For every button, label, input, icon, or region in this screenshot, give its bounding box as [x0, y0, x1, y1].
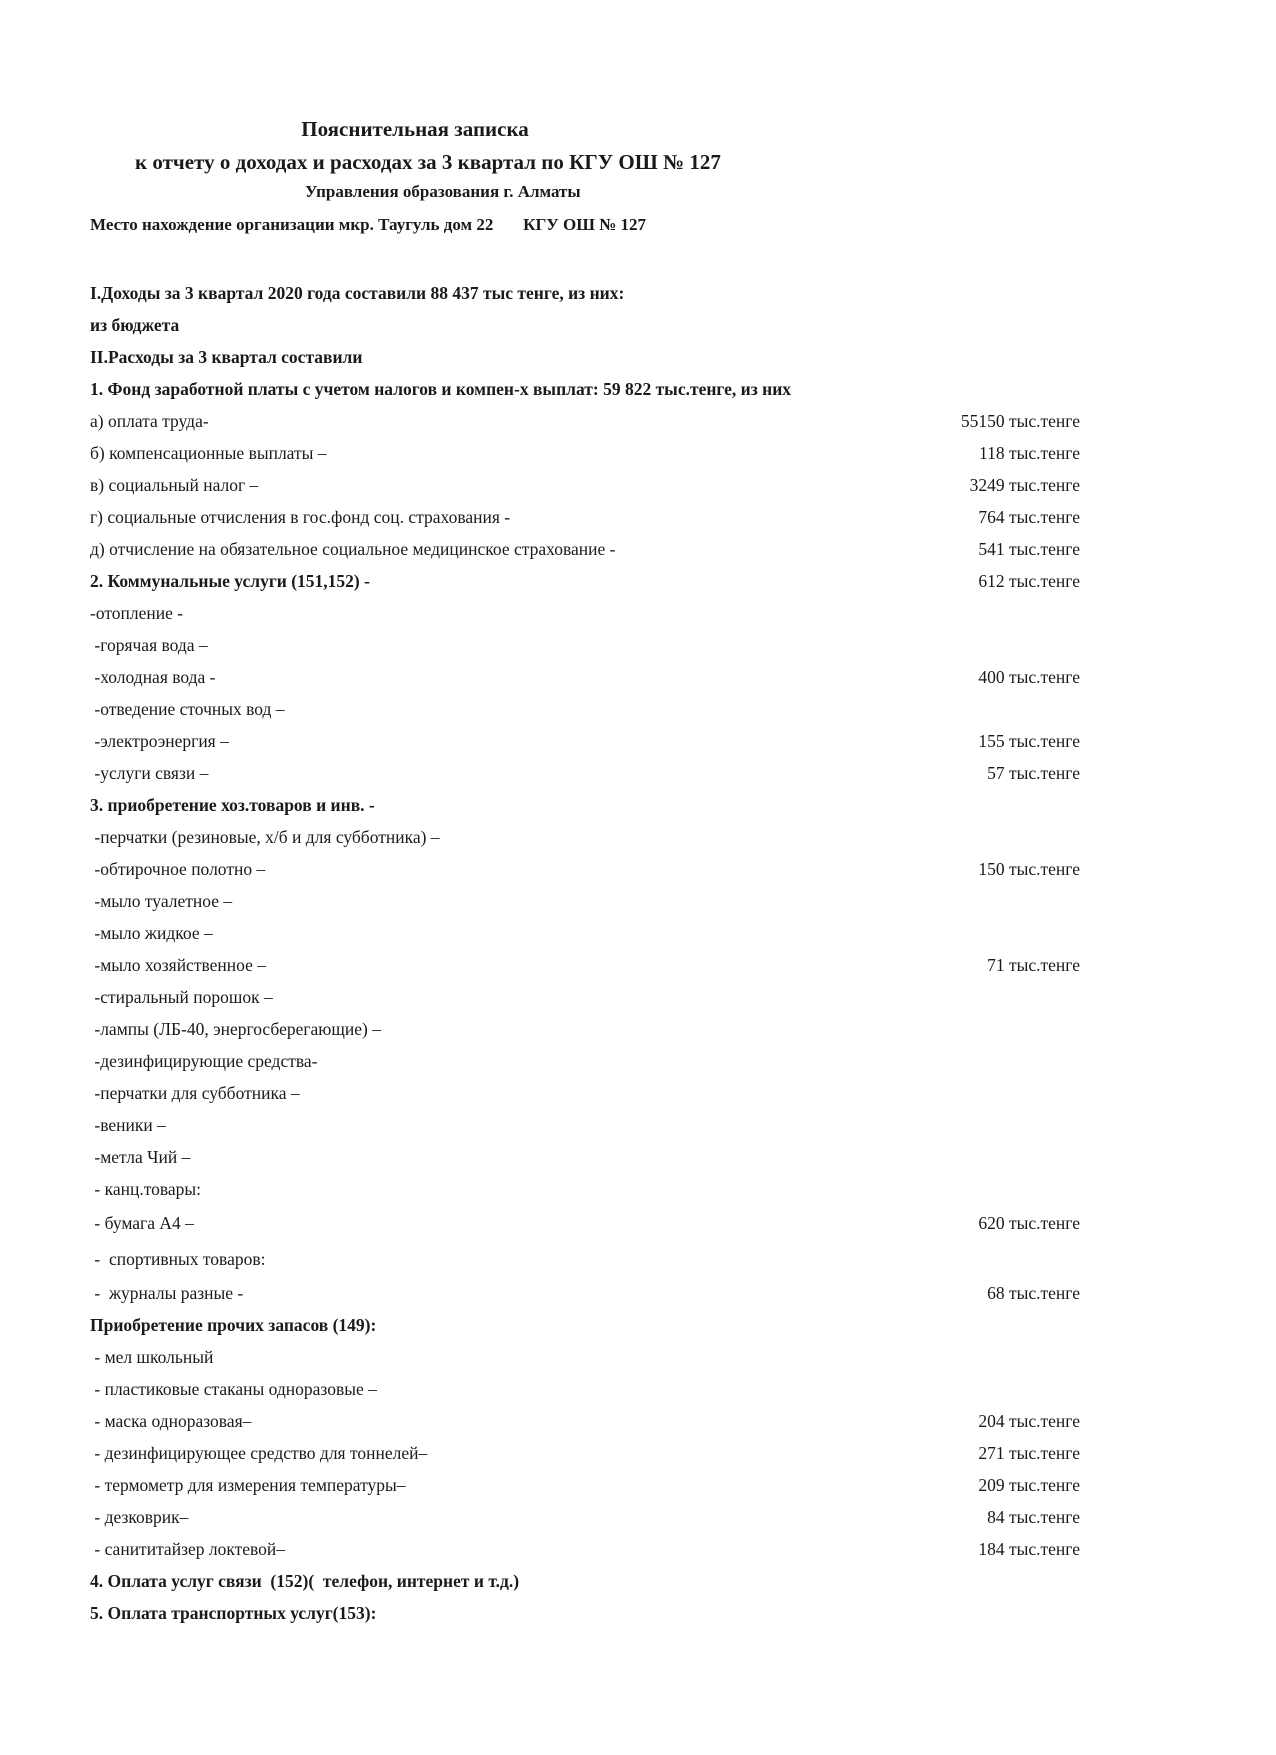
line-amount: 155 тыс.тенге — [978, 731, 1080, 751]
report-line — [90, 821, 1080, 853]
line-label: 2. Коммунальные услуги (151,152) - — [90, 571, 370, 591]
line-amount: 71 тыс.тенге — [987, 955, 1080, 975]
line-label: в) социальный налог – — [90, 475, 259, 495]
report-line — [90, 949, 1080, 981]
line-label: - пластиковые стаканы одноразовые – — [90, 1379, 377, 1399]
line-label: -веники – — [90, 1115, 166, 1135]
report-line — [90, 1309, 1080, 1341]
report-line — [90, 1277, 1080, 1309]
line-label: -мыло туалетное – — [90, 891, 233, 911]
line-amount: 209 тыс.тенге — [978, 1475, 1080, 1495]
line-label: -перчатки для субботника – — [90, 1083, 300, 1103]
report-line — [90, 1469, 1080, 1501]
report-line — [90, 437, 1080, 469]
line-label: I.Доходы за 3 квартал 2020 года составили 88 437 тыс тенге, из них: — [90, 283, 625, 303]
report-line — [90, 1109, 1080, 1141]
report-line — [90, 1241, 1080, 1277]
report-line — [90, 789, 1080, 821]
line-label: -услуги связи – — [90, 763, 209, 783]
report-line — [90, 469, 1080, 501]
line-label: -перчатки (резиновые, х/б и для субботника) – — [90, 827, 440, 847]
report-line — [90, 533, 1080, 565]
line-label: Приобретение прочих запасов (149): — [90, 1315, 377, 1335]
line-amount: 271 тыс.тенге — [978, 1443, 1080, 1463]
report-line — [90, 1533, 1080, 1565]
line-label: -мыло хозяйственное – — [90, 955, 266, 975]
line-label: -отведение сточных вод – — [90, 699, 285, 719]
report-line — [90, 501, 1080, 533]
document-title: Пояснительная записка — [301, 117, 529, 141]
department-line: Управления образования г. Алматы — [305, 182, 581, 201]
report-body — [90, 277, 1080, 1629]
line-label: из бюджета — [90, 315, 180, 335]
line-amount: 184 тыс.тенге — [978, 1539, 1080, 1559]
line-label: 4. Оплата услуг связи (152)( телефон, интернет и т.д.) — [90, 1571, 520, 1591]
report-line — [90, 885, 1080, 917]
report-line — [90, 1341, 1080, 1373]
line-label: -мыло жидкое – — [90, 923, 213, 943]
line-amount: 118 тыс.тенге — [978, 443, 1080, 463]
line-amount: 84 тыс.тенге — [987, 1507, 1080, 1527]
report-line — [90, 661, 1080, 693]
line-label: - бумага А4 – — [90, 1213, 194, 1233]
report-line — [90, 917, 1080, 949]
report-line — [90, 1141, 1080, 1173]
report-line — [90, 309, 1080, 341]
line-label: - спортивных товаров: — [90, 1249, 266, 1269]
report-line — [90, 1205, 1080, 1241]
report-line — [90, 1597, 1080, 1629]
report-line — [90, 1405, 1080, 1437]
report-line — [90, 405, 1080, 437]
report-line — [90, 1501, 1080, 1533]
line-label: -горячая вода – — [90, 635, 208, 655]
line-label: -обтирочное полотно – — [90, 859, 266, 879]
line-label: -отопление - — [90, 603, 184, 623]
report-line — [90, 981, 1080, 1013]
report-line — [90, 693, 1080, 725]
line-amount: 612 тыс.тенге — [978, 571, 1080, 591]
line-label: 1. Фонд заработной платы с учетом налогов и компен-х выплат: 59 822 тыс.тенге, из них — [90, 379, 792, 399]
line-amount: 150 тыс.тенге — [978, 859, 1080, 879]
line-amount: 541 тыс.тенге — [978, 539, 1080, 559]
line-amount: 3249 тыс.тенге — [969, 475, 1080, 495]
report-line — [90, 277, 1080, 309]
line-label: д) отчисление на обязательное социальное медицинское страхование - — [90, 539, 616, 559]
report-line — [90, 1077, 1080, 1109]
line-amount: 204 тыс.тенге — [978, 1411, 1080, 1431]
line-amount: 55150 тыс.тенге — [960, 411, 1080, 431]
report-line — [90, 1373, 1080, 1405]
report-line — [90, 1013, 1080, 1045]
line-amount: 620 тыс.тенге — [978, 1213, 1080, 1233]
line-label: - санититайзер локтевой– — [90, 1539, 286, 1559]
line-amount: 764 тыс.тенге — [978, 507, 1080, 527]
report-line — [90, 565, 1080, 597]
line-label: - дезковрик– — [90, 1507, 189, 1527]
line-label: -электроэнергия – — [90, 731, 229, 751]
line-label: - мел школьный — [90, 1347, 214, 1367]
line-label: - маска одноразовая– — [90, 1411, 252, 1431]
report-line — [90, 725, 1080, 757]
report-line — [90, 373, 1080, 405]
report-line — [90, 629, 1080, 661]
line-label: а) оплата труда- — [90, 411, 209, 431]
line-label: -метла Чий – — [90, 1147, 191, 1167]
report-line — [90, 1565, 1080, 1597]
report-line — [90, 597, 1080, 629]
document-subtitle: к отчету о доходах и расходах за 3 квартал по КГУ ОШ № 127 — [135, 150, 721, 174]
report-line — [90, 1173, 1080, 1205]
line-label: 3. приобретение хоз.товаров и инв. - — [90, 795, 375, 815]
location-line: Место нахождение организации мкр. Таугуль дом 22 КГУ ОШ № 127 — [90, 215, 646, 234]
line-label: -дезинфицирующие средства- — [90, 1051, 318, 1071]
line-amount: 57 тыс.тенге — [987, 763, 1080, 783]
line-label: - дезинфицирующее средство для тоннелей– — [90, 1443, 428, 1463]
line-label: -стиральный порошок – — [90, 987, 273, 1007]
report-line — [90, 341, 1080, 373]
line-amount: 400 тыс.тенге — [978, 667, 1080, 687]
line-label: -холодная вода - — [90, 667, 216, 687]
line-amount: 68 тыс.тенге — [987, 1283, 1080, 1303]
report-line — [90, 1437, 1080, 1469]
report-line — [90, 853, 1080, 885]
line-label: - термометр для измерения температуры– — [90, 1475, 406, 1495]
report-line — [90, 757, 1080, 789]
line-label: 5. Оплата транспортных услуг(153): — [90, 1603, 377, 1623]
line-label: - канц.товары: — [90, 1179, 202, 1199]
line-label: II.Расходы за 3 квартал составили — [90, 347, 363, 367]
line-label: - журналы разные - — [90, 1283, 244, 1303]
line-label: г) социальные отчисления в гос.фонд соц. страхования - — [90, 507, 511, 527]
line-label: б) компенсационные выплаты – — [90, 443, 327, 463]
report-line — [90, 1045, 1080, 1077]
line-label: -лампы (ЛБ-40, энергосберегающие) – — [90, 1019, 381, 1039]
